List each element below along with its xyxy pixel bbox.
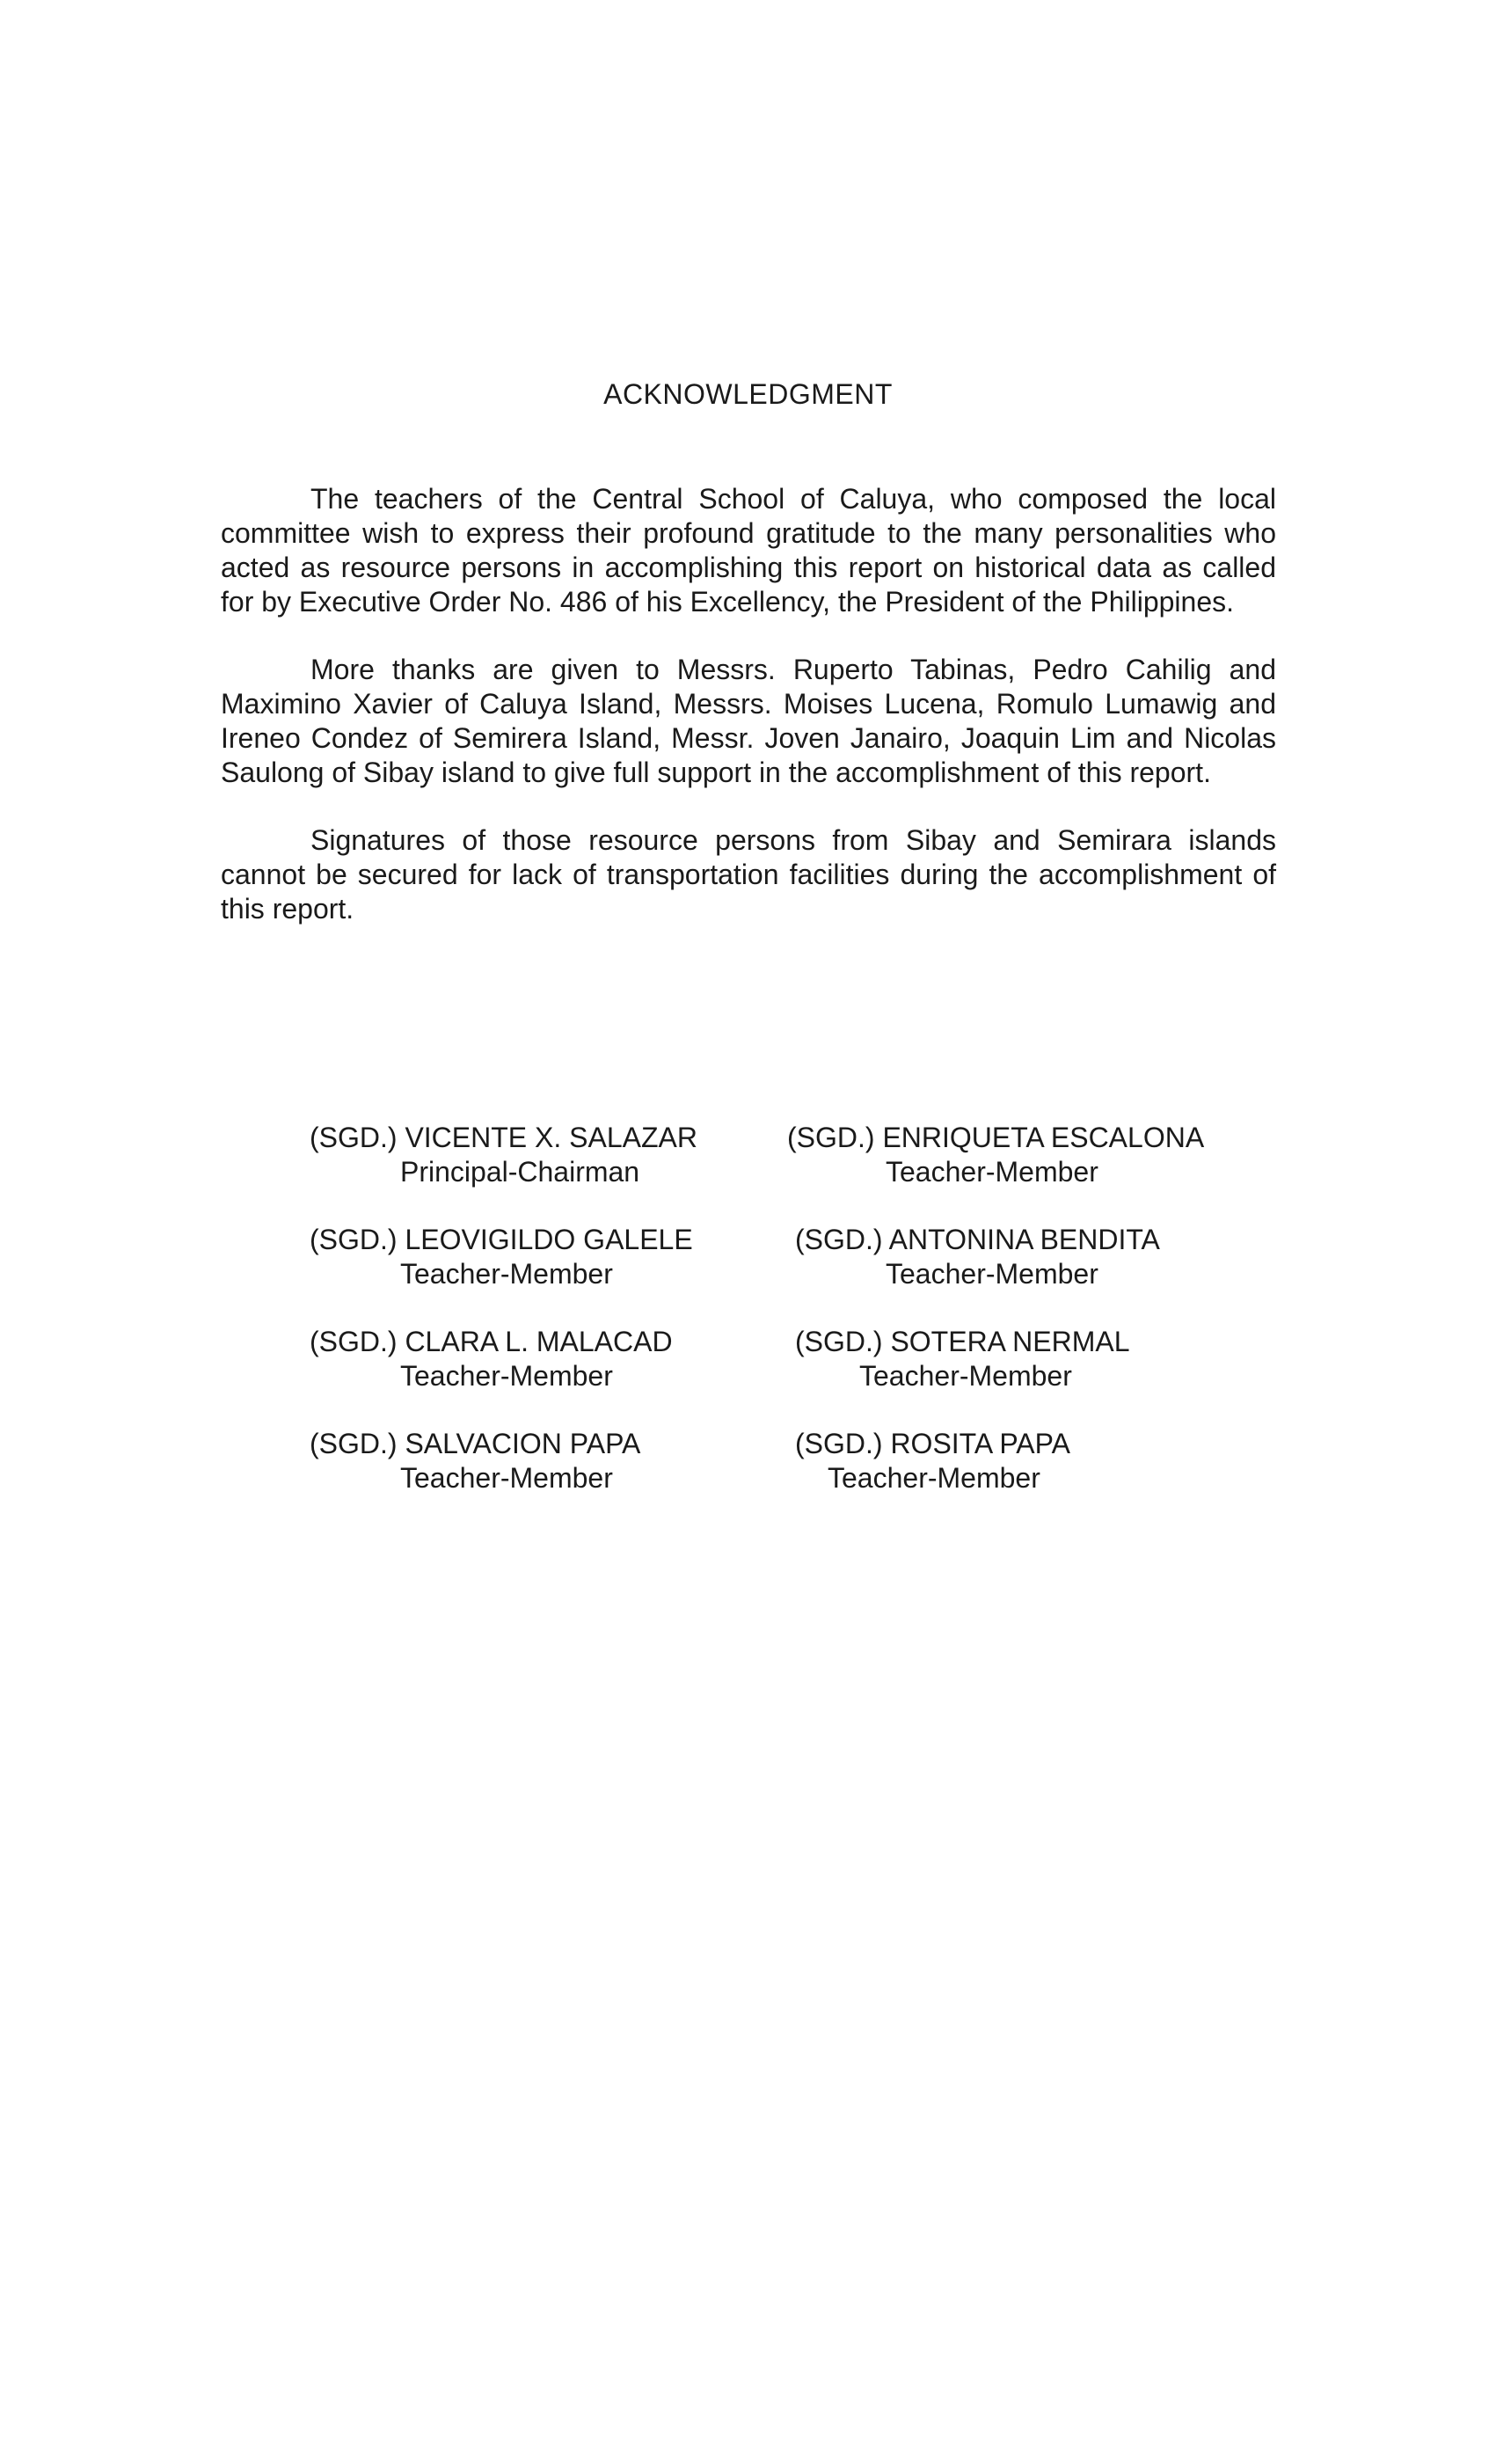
signatory-salvacion-papa bbox=[310, 1427, 802, 1495]
signatory-role: Teacher-Member bbox=[886, 1258, 1098, 1290]
signatory-name: (SGD.) SALVACION PAPA bbox=[310, 1428, 641, 1459]
acknowledgment-body bbox=[221, 482, 1276, 960]
signatory-nermal bbox=[795, 1325, 1288, 1393]
signatory-rosita-papa bbox=[795, 1427, 1288, 1495]
signatory-salazar bbox=[310, 1121, 802, 1189]
signatory-name: (SGD.) SOTERA NERMAL bbox=[795, 1326, 1130, 1357]
signatory-name: (SGD.) ROSITA PAPA bbox=[795, 1428, 1070, 1459]
signatory-escalona bbox=[787, 1121, 1280, 1189]
signatory-role: Teacher-Member bbox=[886, 1156, 1098, 1188]
paragraph-2: More thanks are given to Messrs. Ruperto Tabinas, Pedro Cahilig and Maximino Xavier of Caluya Island, Messrs. Moises Lucena, Romulo Lumawig and Ireneo Condez of Semirera Island, Messr. Joven Janairo, Joaquin Lim and Nicolas Saulong of Sibay island to give full support in the accomplishment of this report. bbox=[221, 654, 1276, 788]
signatory-role: Teacher-Member bbox=[859, 1360, 1072, 1392]
page-title: ACKNOWLEDGMENT bbox=[603, 378, 893, 410]
signatory-name: (SGD.) ENRIQUETA ESCALONA bbox=[787, 1122, 1205, 1153]
signatory-name: (SGD.) VICENTE X. SALAZAR bbox=[310, 1122, 697, 1153]
signatory-bendita bbox=[795, 1223, 1288, 1291]
signatory-name: (SGD.) LEOVIGILDO GALELE bbox=[310, 1224, 693, 1255]
paragraph-3: Signatures of those resource persons from Sibay and Semirara islands cannot be secured for lack of transportation facilities during the accomplishment of this report. bbox=[221, 824, 1276, 925]
signatory-galele bbox=[310, 1223, 802, 1291]
signatory-role: Teacher-Member bbox=[400, 1258, 613, 1290]
signatory-role: Teacher-Member bbox=[400, 1360, 613, 1392]
signatory-role: Principal-Chairman bbox=[400, 1156, 640, 1188]
paragraph-1: The teachers of the Central School of Caluya, who composed the local committee wish to express their profound gratitude to the many personalities who acted as resource persons in accomplishing this report on historical data as called for by Executive Order No. 486 of his Excellency, the President of the Philippines. bbox=[221, 483, 1276, 618]
signatory-malacad bbox=[310, 1325, 802, 1393]
signatory-name: (SGD.) CLARA L. MALACAD bbox=[310, 1326, 673, 1357]
signatory-role: Teacher-Member bbox=[828, 1462, 1040, 1494]
signatory-role: Teacher-Member bbox=[400, 1462, 613, 1494]
signatory-name: (SGD.) ANTONINA BENDITA bbox=[795, 1224, 1160, 1255]
